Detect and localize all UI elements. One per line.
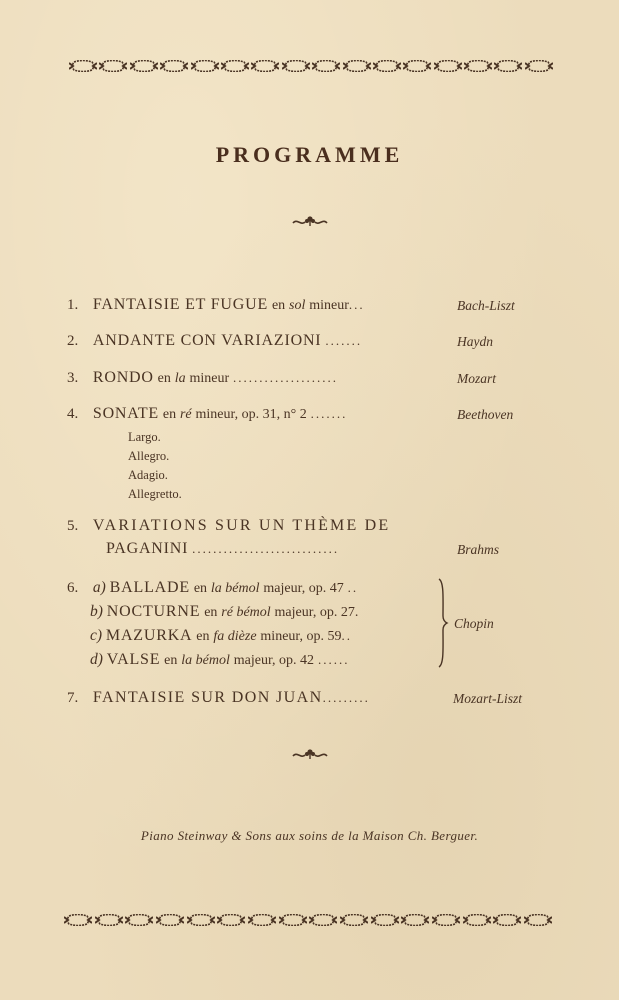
programme-item-3: 3. RONDO en la mineur ....................: [67, 369, 339, 386]
composer-2: Haydn: [457, 334, 493, 349]
chain-link-icon: [99, 60, 127, 72]
chain-link-icon: [130, 60, 158, 72]
chain-link-icon: [494, 60, 522, 72]
chain-link-icon: [248, 914, 276, 926]
chain-link-icon: [187, 914, 215, 926]
chain-link-icon: [493, 914, 521, 926]
footer-note: Piano Steinway & Sons aux soins de la Maison Ch. Berguer.: [140, 828, 479, 843]
composer-7: Mozart-Liszt: [453, 691, 523, 706]
chain-link-icon: [64, 914, 92, 926]
chain-link-icon: [160, 60, 188, 72]
chain-link-icon: [371, 914, 399, 926]
fleuron-icon: [0, 214, 619, 228]
chain-link-icon: [191, 60, 219, 72]
chain-link-icon: [309, 914, 337, 926]
movement-2: Allegro.: [128, 449, 170, 463]
chain-link-icon: [279, 914, 307, 926]
movement-4: Allegretto.: [128, 487, 182, 501]
fleuron-icon: [0, 747, 619, 761]
chain-link-icon: [156, 914, 184, 926]
programme-item-5-line-2: PAGANINI ............................: [106, 540, 340, 557]
programme-item-2: 2. ANDANTE CON VARIAZIONI .......: [67, 332, 363, 349]
chain-link-icon: [95, 914, 123, 926]
chain-link-icon: [401, 914, 429, 926]
page-title: PROGRAMME: [215, 142, 404, 167]
top-chain-border: [69, 58, 553, 74]
chain-link-icon: [69, 60, 97, 72]
chain-link-icon: [251, 60, 279, 72]
chain-link-icon: [217, 914, 245, 926]
chain-link-icon: [282, 60, 310, 72]
composer-4: Beethoven: [457, 407, 514, 422]
programme-item-6a: 6. a) BALLADE en la bémol majeur, op. 47 ..: [67, 579, 359, 596]
chain-link-icon: [221, 60, 249, 72]
chain-link-icon: [125, 914, 153, 926]
movement-1: Largo.: [128, 430, 161, 444]
chain-link-icon: [432, 914, 460, 926]
composer-5: Brahms: [457, 542, 500, 557]
programme-item-5: 5. VARIATIONS SUR UN THÈME DE: [67, 517, 391, 534]
composer-6: Chopin: [454, 616, 494, 631]
movement-3: Adagio.: [128, 468, 168, 482]
chain-link-icon: [464, 60, 492, 72]
chain-link-icon: [373, 60, 401, 72]
chain-link-icon: [525, 60, 553, 72]
programme-item-1: 1. FANTAISIE ET FUGUE en sol mineur...: [67, 296, 365, 313]
chain-link-icon: [403, 60, 431, 72]
chain-link-icon: [312, 60, 340, 72]
chain-link-icon: [524, 914, 552, 926]
composer-1: Bach-Liszt: [457, 298, 515, 313]
composer-3: Mozart: [457, 371, 497, 386]
chain-link-icon: [340, 914, 368, 926]
programme-item-4: 4. SONATE en ré mineur, op. 31, n° 2 .......: [67, 405, 348, 422]
programme-item-6c: c) MAZURKA en fa dièze mineur, op. 59..: [90, 627, 353, 644]
chain-link-icon: [434, 60, 462, 72]
curly-brace-icon: [437, 578, 449, 668]
chain-link-icon: [463, 914, 491, 926]
chain-link-icon: [343, 60, 371, 72]
programme-item-6d: d) VALSE en la bémol majeur, op. 42 ......: [90, 651, 350, 668]
programme-item-7: 7. FANTAISIE SUR DON JUAN.........: [67, 689, 370, 706]
bottom-chain-border: [64, 912, 552, 928]
programme-item-6b: b) NOCTURNE en ré bémol majeur, op. 27.: [90, 603, 359, 620]
